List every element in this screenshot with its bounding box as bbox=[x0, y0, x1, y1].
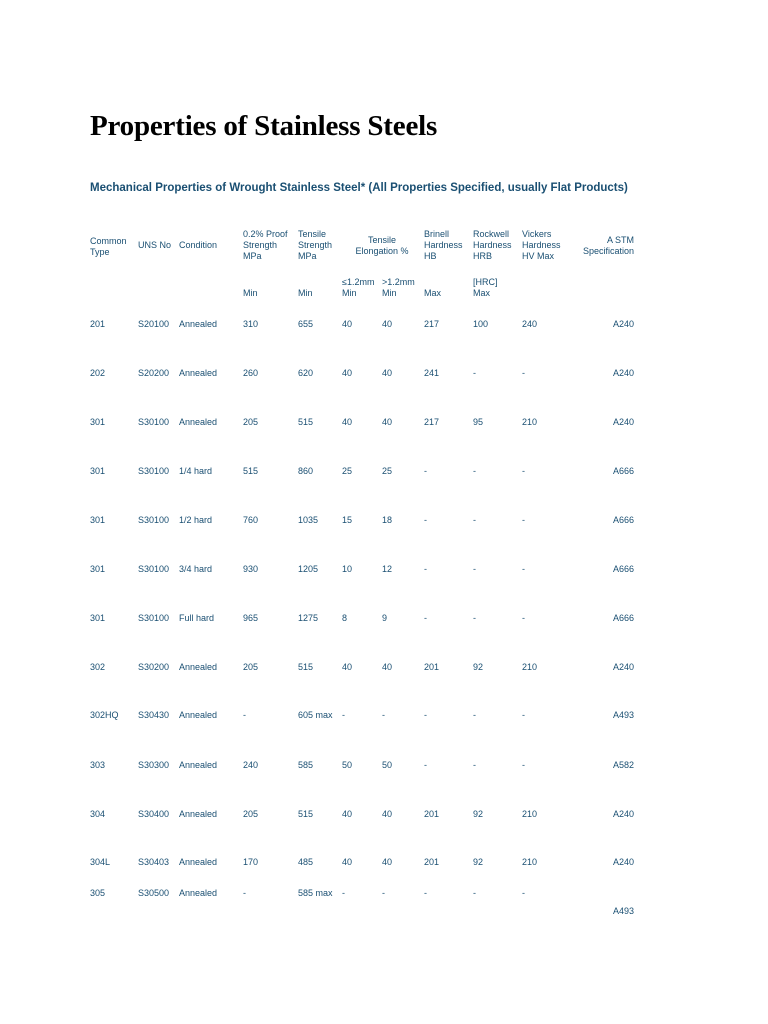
cell-vickers: 240 bbox=[522, 319, 538, 329]
cell-elongation-thick: 40 bbox=[382, 809, 393, 819]
cell-elongation-thick: 40 bbox=[382, 662, 393, 672]
cell-rockwell: 92 bbox=[473, 809, 484, 819]
cell-elongation-thin: 8 bbox=[342, 613, 348, 623]
cell-uns-no: S30100 bbox=[138, 466, 170, 476]
cell-condition: 3/4 hard bbox=[179, 564, 213, 574]
cell-uns-no: S20100 bbox=[138, 319, 170, 329]
subheader-brinell-max: Max bbox=[424, 288, 442, 298]
cell-condition: Full hard bbox=[179, 613, 215, 623]
cell-condition: Annealed bbox=[179, 710, 218, 720]
subheader-tensile-min: Min bbox=[298, 288, 313, 298]
cell-brinell: - bbox=[424, 760, 427, 770]
cell-common-type: 301 bbox=[90, 613, 106, 623]
cell-elongation-thick: 12 bbox=[382, 564, 393, 574]
cell-proof-strength: - bbox=[243, 888, 246, 898]
cell-common-type: 304L bbox=[90, 857, 111, 867]
cell-astm: A240 bbox=[612, 857, 634, 867]
cell-tensile-strength: 485 bbox=[298, 857, 314, 867]
cell-common-type: 202 bbox=[90, 368, 106, 378]
cell-uns-no: S30100 bbox=[138, 515, 170, 525]
cell-brinell: 217 bbox=[424, 417, 440, 427]
cell-astm: A240 bbox=[612, 809, 634, 819]
cell-astm: A666 bbox=[612, 515, 634, 525]
cell-rockwell: 92 bbox=[473, 662, 484, 672]
header-astm-specification: A STM Specification bbox=[582, 235, 634, 256]
cell-astm: A666 bbox=[612, 613, 634, 623]
cell-uns-no: S30200 bbox=[138, 662, 170, 672]
header-condition: Condition bbox=[179, 240, 218, 250]
cell-elongation-thick: 40 bbox=[382, 319, 393, 329]
cell-rockwell: - bbox=[473, 515, 476, 525]
cell-vickers: 210 bbox=[522, 662, 538, 672]
cell-tensile-strength: 515 bbox=[298, 662, 314, 672]
cell-elongation-thin: 25 bbox=[342, 466, 353, 476]
cell-tensile-strength: 1205 bbox=[298, 564, 319, 574]
cell-brinell: 201 bbox=[424, 809, 440, 819]
cell-astm: A493 bbox=[612, 906, 634, 916]
cell-uns-no: S30430 bbox=[138, 710, 170, 720]
cell-rockwell: - bbox=[473, 710, 476, 720]
cell-elongation-thick: 50 bbox=[382, 760, 393, 770]
cell-rockwell: - bbox=[473, 564, 476, 574]
cell-elongation-thick: 25 bbox=[382, 466, 393, 476]
cell-elongation-thin: 15 bbox=[342, 515, 353, 525]
cell-vickers: 210 bbox=[522, 809, 538, 819]
cell-uns-no: S20200 bbox=[138, 368, 170, 378]
cell-proof-strength: 170 bbox=[243, 857, 259, 867]
cell-elongation-thin: 40 bbox=[342, 319, 353, 329]
cell-elongation-thin: - bbox=[342, 710, 345, 720]
cell-proof-strength: 930 bbox=[243, 564, 259, 574]
header-brinell-hardness: Brinell Hardness HB bbox=[424, 229, 463, 261]
cell-tensile-strength: 1035 bbox=[298, 515, 319, 525]
cell-vickers: - bbox=[522, 368, 525, 378]
header-uns-no: UNS No bbox=[138, 240, 172, 250]
cell-condition: Annealed bbox=[179, 809, 218, 819]
cell-tensile-strength: 1275 bbox=[298, 613, 319, 623]
cell-uns-no: S30100 bbox=[138, 564, 170, 574]
cell-proof-strength: 260 bbox=[243, 368, 259, 378]
cell-common-type: 304 bbox=[90, 809, 106, 819]
header-tensile-elongation: Tensile Elongation % bbox=[355, 235, 409, 256]
cell-condition: 1/2 hard bbox=[179, 515, 213, 525]
cell-vickers: - bbox=[522, 888, 525, 898]
subheader-elongation-thick: >1.2mm Min bbox=[382, 277, 415, 298]
cell-proof-strength: 515 bbox=[243, 466, 259, 476]
cell-brinell: 241 bbox=[424, 368, 440, 378]
cell-condition: Annealed bbox=[179, 417, 218, 427]
cell-elongation-thick: - bbox=[382, 710, 385, 720]
cell-tensile-strength: 515 bbox=[298, 417, 314, 427]
cell-common-type: 301 bbox=[90, 564, 106, 574]
header-tensile-strength: Tensile Strength MPa bbox=[298, 229, 333, 261]
cell-tensile-strength: 860 bbox=[298, 466, 314, 476]
cell-elongation-thick: - bbox=[382, 888, 385, 898]
cell-uns-no: S30100 bbox=[138, 417, 170, 427]
cell-vickers: - bbox=[522, 760, 525, 770]
cell-proof-strength: 205 bbox=[243, 417, 259, 427]
cell-condition: Annealed bbox=[179, 319, 218, 329]
cell-elongation-thin: 50 bbox=[342, 760, 353, 770]
page-title: Properties of Stainless Steels bbox=[90, 110, 438, 142]
cell-astm: A240 bbox=[612, 417, 634, 427]
cell-elongation-thin: 10 bbox=[342, 564, 353, 574]
header-rockwell-hardness: Rockwell Hardness HRB bbox=[473, 229, 512, 261]
cell-uns-no: S30400 bbox=[138, 809, 170, 819]
subheader-proof-min: Min bbox=[243, 288, 258, 298]
cell-brinell: - bbox=[424, 564, 427, 574]
cell-elongation-thin: - bbox=[342, 888, 345, 898]
cell-rockwell: - bbox=[473, 368, 476, 378]
cell-brinell: 201 bbox=[424, 857, 440, 867]
cell-astm: A240 bbox=[612, 368, 634, 378]
cell-tensile-strength: 585 max bbox=[298, 888, 333, 898]
cell-elongation-thin: 40 bbox=[342, 857, 353, 867]
header-common-type: Common Type bbox=[90, 236, 127, 257]
cell-rockwell: - bbox=[473, 760, 476, 770]
cell-elongation-thin: 40 bbox=[342, 809, 353, 819]
cell-proof-strength: 965 bbox=[243, 613, 259, 623]
cell-vickers: 210 bbox=[522, 857, 538, 867]
cell-condition: Annealed bbox=[179, 888, 218, 898]
cell-tensile-strength: 585 bbox=[298, 760, 314, 770]
cell-vickers: - bbox=[522, 515, 525, 525]
cell-astm: A493 bbox=[612, 710, 634, 720]
cell-brinell: 217 bbox=[424, 319, 440, 329]
cell-rockwell: 95 bbox=[473, 417, 484, 427]
cell-elongation-thick: 40 bbox=[382, 857, 393, 867]
cell-rockwell: - bbox=[473, 888, 476, 898]
cell-rockwell: - bbox=[473, 466, 476, 476]
subheader-rockwell-hrc-max: [HRC] Max bbox=[473, 277, 498, 298]
cell-tensile-strength: 515 bbox=[298, 809, 314, 819]
subheader-elongation-thin: ≤1.2mm Min bbox=[342, 277, 375, 298]
cell-proof-strength: 760 bbox=[243, 515, 259, 525]
cell-brinell: - bbox=[424, 613, 427, 623]
cell-tensile-strength: 655 bbox=[298, 319, 314, 329]
cell-condition: 1/4 hard bbox=[179, 466, 213, 476]
cell-elongation-thick: 40 bbox=[382, 368, 393, 378]
cell-condition: Annealed bbox=[179, 662, 218, 672]
cell-vickers: - bbox=[522, 613, 525, 623]
cell-astm: A240 bbox=[612, 319, 634, 329]
cell-brinell: - bbox=[424, 515, 427, 525]
cell-proof-strength: 205 bbox=[243, 809, 259, 819]
cell-vickers: 210 bbox=[522, 417, 538, 427]
cell-elongation-thick: 18 bbox=[382, 515, 393, 525]
cell-astm: A666 bbox=[612, 466, 634, 476]
cell-uns-no: S30100 bbox=[138, 613, 170, 623]
cell-elongation-thin: 40 bbox=[342, 368, 353, 378]
cell-astm: A582 bbox=[612, 760, 634, 770]
cell-elongation-thick: 9 bbox=[382, 613, 388, 623]
table-subtitle: Mechanical Properties of Wrought Stainless Steel* (All Properties Specified, usually Flat Products) bbox=[90, 182, 628, 194]
cell-proof-strength: 240 bbox=[243, 760, 259, 770]
cell-proof-strength: 205 bbox=[243, 662, 259, 672]
cell-uns-no: S30403 bbox=[138, 857, 170, 867]
cell-condition: Annealed bbox=[179, 368, 218, 378]
cell-condition: Annealed bbox=[179, 760, 218, 770]
cell-common-type: 201 bbox=[90, 319, 106, 329]
header-vickers-hardness: Vickers Hardness HV Max bbox=[522, 229, 561, 261]
cell-common-type: 301 bbox=[90, 417, 106, 427]
cell-proof-strength: 310 bbox=[243, 319, 259, 329]
cell-vickers: - bbox=[522, 564, 525, 574]
cell-rockwell: - bbox=[473, 613, 476, 623]
cell-astm: A240 bbox=[612, 662, 634, 672]
cell-brinell: - bbox=[424, 466, 427, 476]
cell-rockwell: 92 bbox=[473, 857, 484, 867]
cell-vickers: - bbox=[522, 710, 525, 720]
cell-rockwell: 100 bbox=[473, 319, 489, 329]
cell-common-type: 302HQ bbox=[90, 710, 119, 720]
cell-tensile-strength: 605 max bbox=[298, 710, 333, 720]
cell-brinell: 201 bbox=[424, 662, 440, 672]
header-proof-strength: 0.2% Proof Strength MPa bbox=[243, 229, 288, 261]
cell-common-type: 305 bbox=[90, 888, 106, 898]
cell-elongation-thick: 40 bbox=[382, 417, 393, 427]
cell-vickers: - bbox=[522, 466, 525, 476]
cell-tensile-strength: 620 bbox=[298, 368, 314, 378]
cell-uns-no: S30300 bbox=[138, 760, 170, 770]
cell-common-type: 301 bbox=[90, 515, 106, 525]
cell-condition: Annealed bbox=[179, 857, 218, 867]
cell-common-type: 302 bbox=[90, 662, 106, 672]
cell-astm: A666 bbox=[612, 564, 634, 574]
cell-proof-strength: - bbox=[243, 710, 246, 720]
cell-elongation-thin: 40 bbox=[342, 662, 353, 672]
cell-common-type: 303 bbox=[90, 760, 106, 770]
cell-brinell: - bbox=[424, 888, 427, 898]
cell-uns-no: S30500 bbox=[138, 888, 170, 898]
cell-brinell: - bbox=[424, 710, 427, 720]
cell-elongation-thin: 40 bbox=[342, 417, 353, 427]
cell-common-type: 301 bbox=[90, 466, 106, 476]
